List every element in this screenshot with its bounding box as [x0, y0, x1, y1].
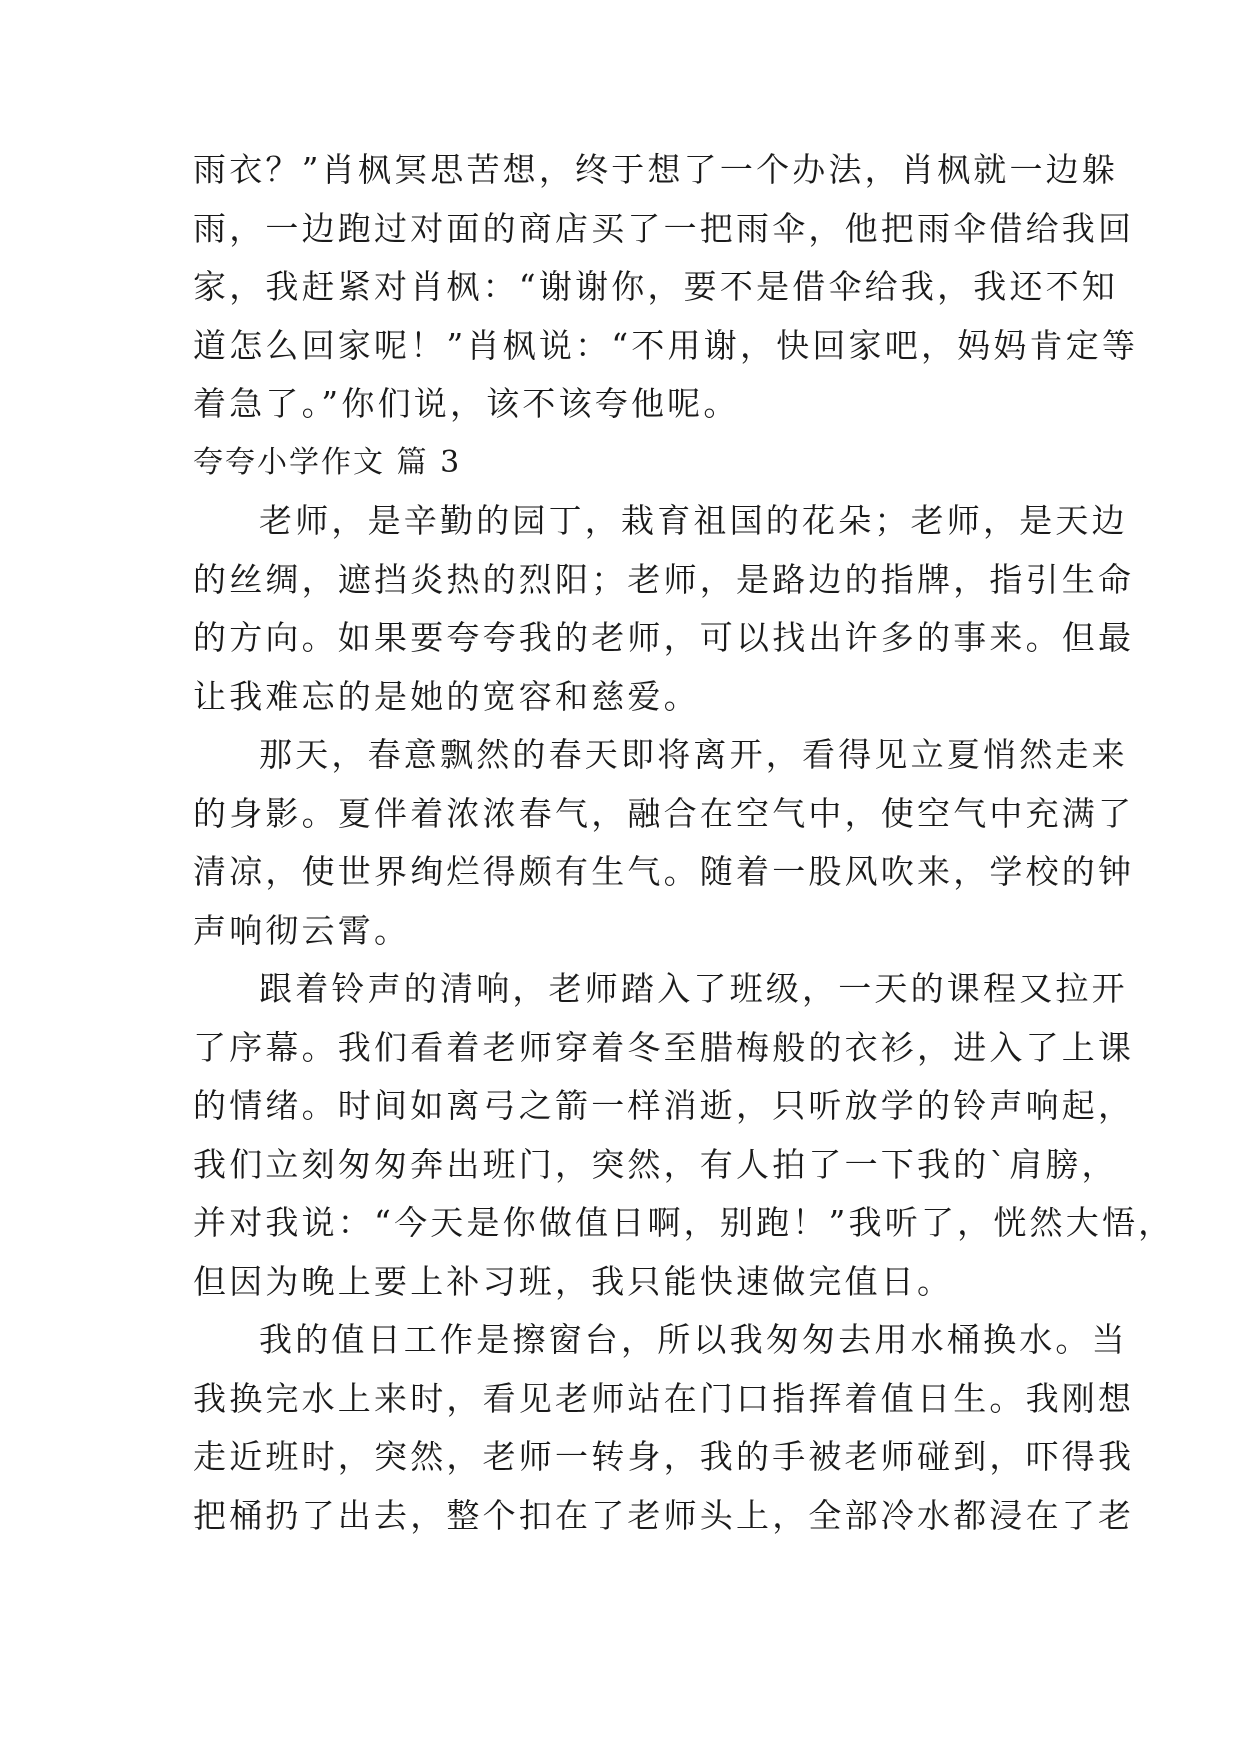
- text-line: 雨衣？”肖枫冥思苦想，终于想了一个办法，肖枫就一边躲: [193, 150, 1119, 189]
- text-line: 清凉，使世界绚烂得颇有生气。随着一股风吹来，学校的钟: [193, 852, 1135, 891]
- paragraph-start-line: 跟着铃声的清响，老师踏入了班级，一天的课程又拉开: [259, 969, 1128, 1008]
- text-line: 我们立刻匆匆奔出班门，突然，有人拍了一下我的`肩膀，: [193, 1144, 1118, 1184]
- paragraph-start-line: 我的值日工作是擦窗台，所以我匆匆去用水桶换水。当: [259, 1320, 1128, 1359]
- text-line: 把桶扔了出去，整个扣在了老师头上，全部冷水都浸在了老: [193, 1495, 1135, 1535]
- text-line: 着急了。”你们说，该不该夸他呢。: [193, 384, 740, 423]
- text-line: 的身影。夏伴着浓浓春气，融合在空气中，使空气中充满了: [193, 793, 1135, 833]
- text-line: 并对我说：“今天是你做值日啊，别跑！”我听了，恍然大悟，: [193, 1203, 1175, 1242]
- text-line: 了序幕。我们看着老师穿着冬至腊梅般的衣衫，进入了上课: [193, 1027, 1135, 1067]
- paragraph-start-line: 老师，是辛勤的园丁，栽育祖国的花朵；老师，是天边: [259, 501, 1128, 540]
- text-line: 声响彻云霄。: [193, 910, 411, 950]
- text-line: 的方向。如果要夸夸我的老师，可以找出许多的事来。但最: [193, 618, 1135, 657]
- text-line: 道怎么回家呢！”肖枫说：“不用谢，快回家吧，妈妈肯定等: [193, 325, 1139, 365]
- text-line: 的丝绸，遮挡炎热的烈阳；老师，是路边的指牌，指引生命: [193, 559, 1135, 599]
- text-line: 但因为晚上要上补习班，我只能快速做完值日。: [193, 1261, 954, 1301]
- text-line: 让我难忘的是她的宽容和慈爱。: [193, 676, 700, 716]
- section-heading: 夸夸小学作文 篇 3: [193, 444, 462, 480]
- text-line: 家，我赶紧对肖枫：“谢谢你，要不是借伞给我，我还不知: [193, 267, 1119, 306]
- text-line: 雨，一边跑过对面的商店买了一把雨伞，他把雨伞借给我回: [193, 208, 1135, 248]
- document-body: [193, 141, 1175, 1545]
- text-line: 我换完水上来时，看见老师站在门口指挥着值日生。我刚想: [193, 1378, 1135, 1418]
- paragraph-start-line: 那天，春意飘然的春天即将离开，看得见立夏悄然走来: [259, 735, 1128, 774]
- text-line: 的情绪。时间如离弓之箭一样消逝，只听放学的铃声响起，: [193, 1086, 1135, 1125]
- text-line: 走近班时，突然，老师一转身，我的手被老师碰到，吓得我: [193, 1437, 1135, 1476]
